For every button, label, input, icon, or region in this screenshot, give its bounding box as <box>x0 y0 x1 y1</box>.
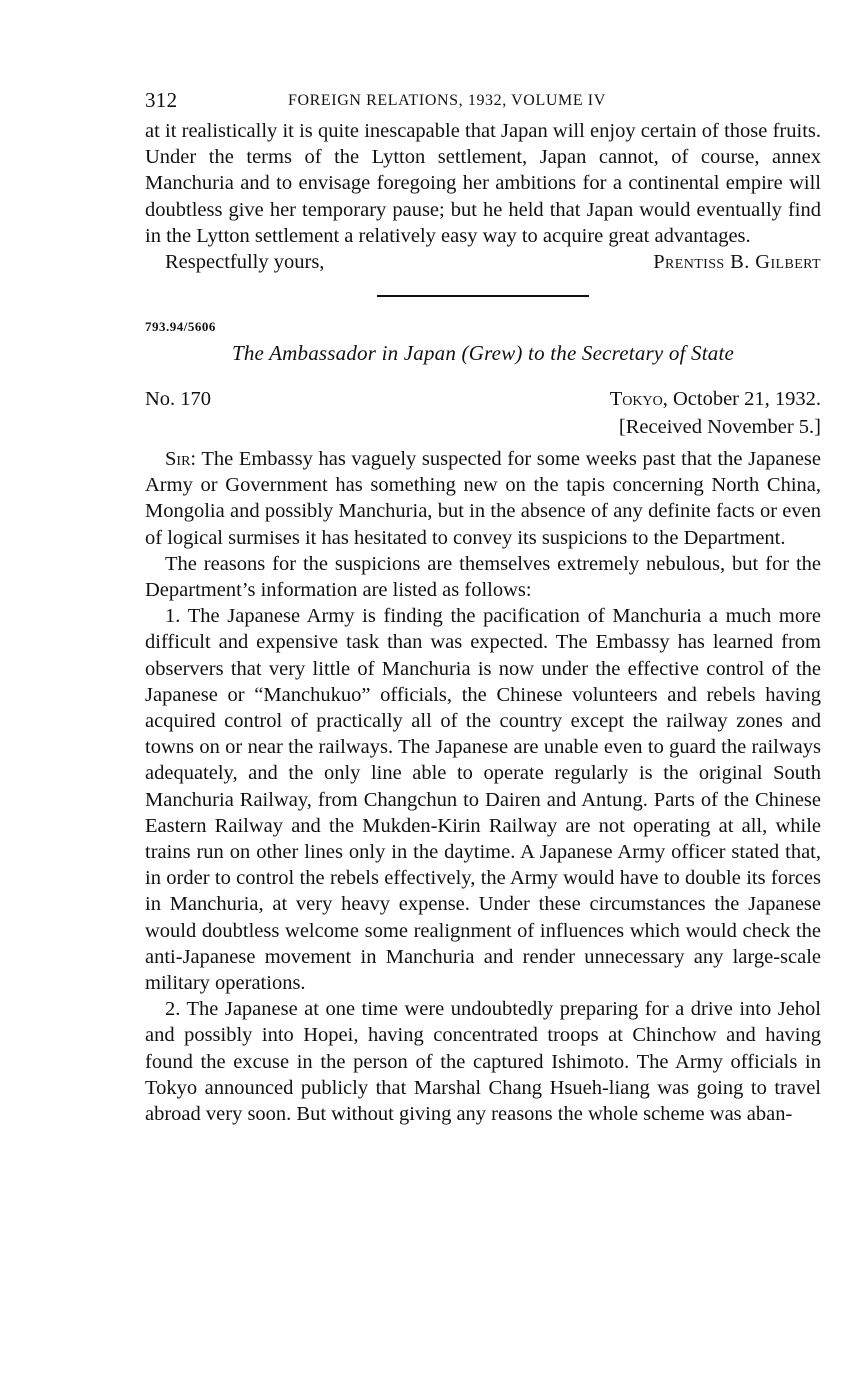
body-paragraph-1 <box>145 446 821 551</box>
body-paragraph-3: 1. The Japanese Army is finding the pacification of Manchuria a much more difficult and expensive task than was expected. The Embassy has learned from observers that very little of Manchuria is now under the effective control of the Japanese or “Manchukuo” officials, the Chinese volunteers and rebels having acquired control of practically all of the country except the railway zones and towns on or near the railways. The Japanese are unable even to guard the railways adequately, and the only line able to operate regularly is the original South Manchuria Railway, from Changchun to Dairen and Antung. Parts of the Chinese Eastern Railway and the Mukden-Kirin Railway are not operating at all, while trains run on other lines only in the daytime. A Japanese Army officer stated that, in order to control the rebels effectively, the Army would have to double its forces in Manchuria, at very heavy expense. Under these circumstances the Japanese would doubtless welcome some realignment of influences which would check the anti-Japanese movement in Manchuria and render unnecessary any large-scale military operations. <box>145 605 821 995</box>
salutation: Sir <box>165 448 191 471</box>
place-date <box>610 386 821 412</box>
body-paragraph-2: The reasons for the suspicions are themselves extremely nebulous, but for the Department’s information are listed as follows: <box>145 552 821 602</box>
closing-line: Respectfully yours, <box>165 251 325 274</box>
section-divider <box>377 295 589 297</box>
body-paragraph-1-text: : The Embassy has vaguely suspected for some weeks past that the Japanese Army or Government has something new on the tapis concerning North China, Mongolia and possibly Manchuria, but in the absence of any definite facts or even of logical surmises it has hesitated to convey its suspicions to the Department. <box>145 448 821 549</box>
file-number: 793.94/5606 <box>145 319 216 335</box>
letter-date: , October 21, 1932. <box>662 388 821 411</box>
dateline <box>145 386 821 442</box>
body-paragraph-4: 2. The Japanese at one time were undoubtedly preparing for a drive into Jehol and possibly into Hopei, having concentrated troops at Chinchow and having found the excuse in the person of the captured Ishimoto. The Army officials in Tokyo announced publicly that Marshal Chang Hsueh-liang was going to travel abroad very soon. But without giving any reasons the whole scheme was aban- <box>145 998 821 1126</box>
document-page <box>145 88 821 1127</box>
header-title: FOREIGN RELATIONS, 1932, VOLUME IV <box>288 92 606 109</box>
running-header <box>145 88 821 118</box>
place-name: Tokyo <box>609 388 663 411</box>
intro-paragraph: at it realistically it is quite inescapable that Japan will enjoy certain of those fruits. Under the terms of the Lytton settlement, Japan cannot, of course, annex Manchuria and to envisage foregoing her ambitions for a continental empire will doubtless give her temporary pause; but he held that Japan would eventually find in the Lytton settlement a relatively easy way to acquire great advantages. <box>145 120 821 247</box>
page-number: 312 <box>145 88 178 112</box>
signature: Prentiss B. Gilbert <box>653 251 821 274</box>
received-date: [Received November 5.] <box>618 416 821 439</box>
signoff <box>145 249 821 277</box>
document-number: No. 170 <box>145 388 212 411</box>
document-title: The Ambassador in Japan (Grew) to the Secretary of State <box>231 341 735 366</box>
